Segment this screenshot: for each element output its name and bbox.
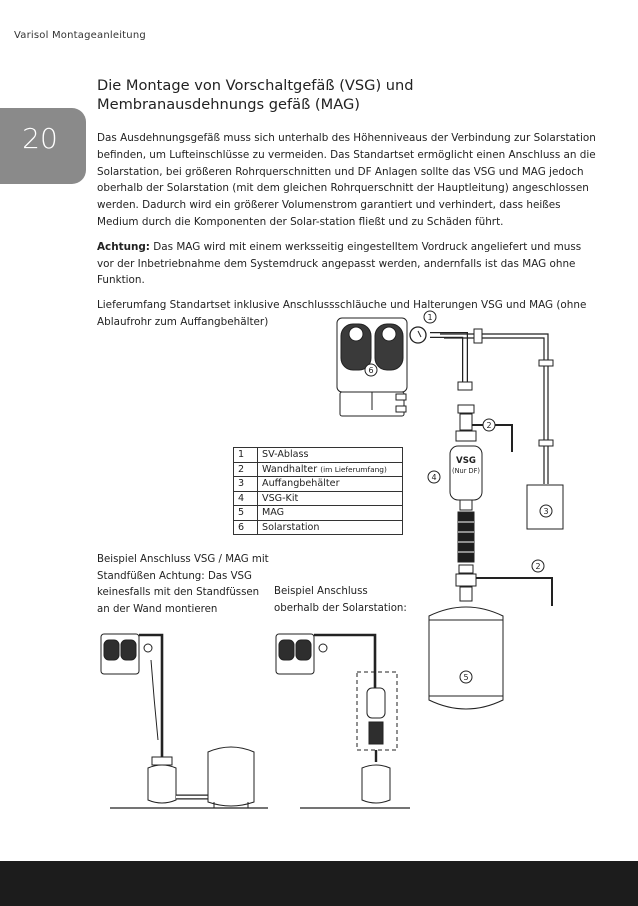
callout-1: 1 (427, 313, 433, 322)
callout-4: 4 (431, 473, 437, 482)
legend-text (258, 477, 403, 492)
legend-table (233, 447, 403, 535)
caption-standfuss-example (97, 552, 269, 618)
vsg-sublabel: (Nur DF) (452, 467, 480, 475)
caption-line: Beispiel Anschluss (274, 586, 368, 597)
callout-2: 2 (486, 421, 492, 430)
text-line: befinden, um Lufteinschlüsse zu vermeiden. Das Standartset ermöglicht einen Anschluss an die (97, 148, 596, 161)
legend-row (234, 520, 403, 535)
legend-label: VSG-Kit (262, 492, 299, 504)
callout-3: 3 (543, 507, 549, 516)
legend-label: MAG (262, 507, 285, 519)
text-line: Das Ausdehnungsgefäß muss sich unterhalb des Höhenniveaus der Verbindung zur Solarstation (97, 132, 596, 144)
legend-label: Auffangbehälter (262, 478, 340, 490)
callout-6: 6 (368, 366, 374, 375)
legend-text (258, 520, 403, 535)
safety-valve-and-hose (410, 327, 472, 390)
caption-oberhalb-example (274, 584, 407, 617)
vsg-label: VSG (456, 456, 476, 466)
text-line: Ablaufrohr zum Auffangbehälter) (97, 315, 269, 328)
legend-number: 3 (234, 477, 258, 492)
legend-text (258, 491, 403, 506)
legend-row (234, 462, 403, 477)
text-line: vor der Inbetriebnahme dem Systemdruck angepasst werden, andernfalls ist das MAG ohne (97, 257, 576, 270)
callout-5: 5 (463, 673, 469, 682)
legend-label: Solarstation (262, 521, 320, 533)
section-title-line-2: Membranausdehnungs gefäß (MAG) (97, 96, 360, 113)
example-oberhalb-illustration (276, 634, 410, 808)
text-line: Medium durch die Komponenten der Solar-station fließt und zu Schäden führt. (97, 215, 504, 228)
legend-note: (im Lieferumfang) (320, 464, 387, 474)
warning-text: Das MAG wird mit einem werksseitig eingestelltem Vordruck angeliefert und muss (149, 240, 582, 253)
legend-number: 2 (234, 462, 258, 477)
caption-line: Standfüßen Achtung: Das VSG (97, 570, 252, 582)
legend-number: 5 (234, 506, 258, 521)
legend-number: 6 (234, 520, 258, 535)
text-line: Funktion. (97, 274, 145, 287)
legend-row (234, 448, 403, 463)
legend-text (258, 448, 403, 463)
example-standfuss-illustration (101, 634, 268, 808)
running-header: Varisol Montageanleitung (14, 30, 146, 41)
caption-line: Beispiel Anschluss VSG / MAG mit (97, 554, 269, 565)
legend-label: SV-Ablass (262, 449, 309, 461)
text-line: oberhalb der Solarstation (mit dem gleichen Rohrquerschnitt der Hauptleitung) angeschlossen (97, 182, 589, 195)
text-line: werden. Dadurch wird ein größerer Volumenstrom garantiert und verhindert, dass heißes (97, 199, 561, 212)
caption-line: oberhalb der Solarstation: (274, 602, 407, 614)
warning-label: Achtung: (97, 240, 150, 253)
vsg-kit-illustration (450, 405, 482, 601)
legend-number: 4 (234, 491, 258, 506)
callout-2-lower: 2 (535, 562, 541, 571)
legend-row (234, 491, 403, 506)
page-number: 20 (22, 122, 58, 155)
text-line: Lieferumfang Standartset inklusive Anschlussschläuche und Halterungen VSG und MAG (ohne (97, 299, 587, 312)
section-title-line-1: Die Montage von Vorschaltgefäß (VSG) und (97, 77, 414, 94)
caption-line: keinesfalls mit den Standfüssen (97, 587, 260, 598)
legend-row (234, 477, 403, 492)
legend-row (234, 506, 403, 521)
legend-text (258, 462, 403, 477)
legend-number: 1 (234, 448, 258, 463)
caption-line: an der Wand montieren (97, 603, 218, 615)
footer-bar (0, 861, 638, 906)
mag-illustration (429, 607, 503, 709)
legend-text (258, 506, 403, 521)
text-line: Solarstation, bei größeren Rohrquerschnitten und DF Anlagen sollte das VSG und MAG jedoch (97, 165, 584, 178)
legend-label: Wandhalter (262, 463, 318, 475)
